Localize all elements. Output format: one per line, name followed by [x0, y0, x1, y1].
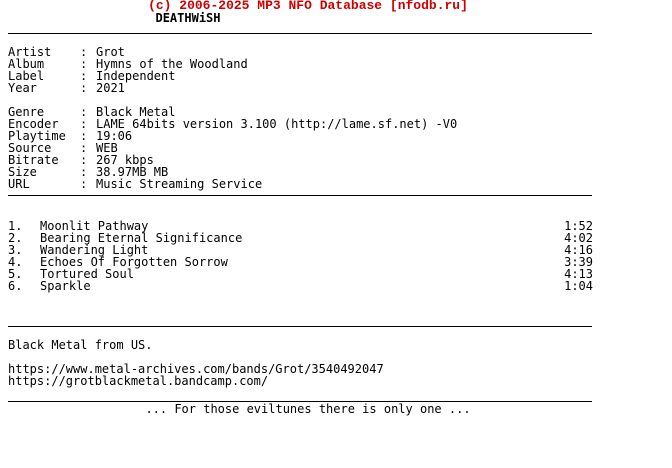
info-key: Playtime — [8, 129, 66, 143]
info-key: URL — [8, 177, 30, 191]
info-separator: : — [80, 45, 88, 59]
footer-tagline: ... For those eviltunes there is only one ... — [145, 402, 471, 416]
nfo-document — [8, 0, 648, 415]
info-value: 267 kbps — [96, 153, 154, 167]
track-duration: 3:39 — [564, 255, 593, 269]
track-duration: 4:16 — [564, 243, 593, 257]
info-value: Hymns of the Woodland — [96, 57, 248, 71]
track-title: Sparkle — [40, 279, 91, 293]
info-key: Encoder — [8, 117, 59, 131]
track-row — [8, 268, 593, 280]
info-separator: : — [80, 117, 88, 131]
info-separator: : — [80, 105, 88, 119]
info-block-primary — [8, 46, 648, 94]
divider — [8, 326, 592, 327]
info-value: Independent — [96, 69, 176, 83]
info-separator: : — [80, 81, 88, 95]
info-key: Artist — [8, 45, 52, 59]
info-value: LAME 64bits version 3.100 (http://lame.sf.net) -V0 — [96, 117, 458, 131]
track-duration: 1:04 — [564, 279, 593, 293]
release-group-name: DEATHWiSH — [155, 11, 221, 25]
track-title: Echoes Of Forgotten Sorrow — [40, 255, 228, 269]
track-number: 4. — [8, 255, 23, 269]
track-row — [8, 280, 593, 292]
release-description: Black Metal from US. — [8, 338, 153, 352]
info-row-year — [8, 82, 648, 94]
track-title: Wandering Light — [40, 243, 149, 257]
info-separator: : — [80, 57, 88, 71]
tracklist — [8, 220, 648, 292]
track-title: Moonlit Pathway — [40, 219, 149, 233]
info-value: 2021 — [96, 81, 125, 95]
info-separator: : — [80, 153, 88, 167]
track-title: Bearing Eternal Significance — [40, 231, 243, 245]
info-key: Year — [8, 81, 37, 95]
divider — [8, 195, 592, 196]
track-title: Tortured Soul — [40, 267, 134, 281]
info-key: Album — [8, 57, 45, 71]
bandcamp-link: https://grotblackmetal.bandcamp.com/ — [8, 374, 269, 388]
info-value: Black Metal — [96, 105, 176, 119]
metal-archives-link: https://www.metal-archives.com/bands/Grot/3540492047 — [8, 362, 384, 376]
track-number: 6. — [8, 279, 23, 293]
track-duration: 4:02 — [564, 231, 593, 245]
track-number: 2. — [8, 231, 23, 245]
divider — [8, 33, 592, 34]
info-key: Genre — [8, 105, 45, 119]
info-row-url — [8, 178, 648, 190]
info-value: WEB — [96, 141, 118, 155]
site-credit: (c) 2006-2025 MP3 NFO Database [nfodb.ru] — [148, 0, 468, 13]
info-value: Music Streaming Service — [96, 177, 263, 191]
track-number: 1. — [8, 219, 23, 233]
info-key: Source — [8, 141, 52, 155]
info-separator: : — [80, 69, 88, 83]
info-key: Size — [8, 165, 37, 179]
info-value: 38.97MB MB — [96, 165, 169, 179]
info-separator: : — [80, 177, 88, 191]
track-duration: 1:52 — [564, 219, 593, 233]
info-separator: : — [80, 129, 88, 143]
track-number: 5. — [8, 267, 23, 281]
info-separator: : — [80, 141, 88, 155]
info-block-technical — [8, 106, 648, 190]
info-value: Grot — [96, 45, 125, 59]
track-duration: 4:13 — [564, 267, 593, 281]
info-separator: : — [80, 165, 88, 179]
track-number: 3. — [8, 243, 23, 257]
info-key: Bitrate — [8, 153, 59, 167]
info-value: 19:06 — [96, 129, 133, 143]
info-key: Label — [8, 69, 45, 83]
